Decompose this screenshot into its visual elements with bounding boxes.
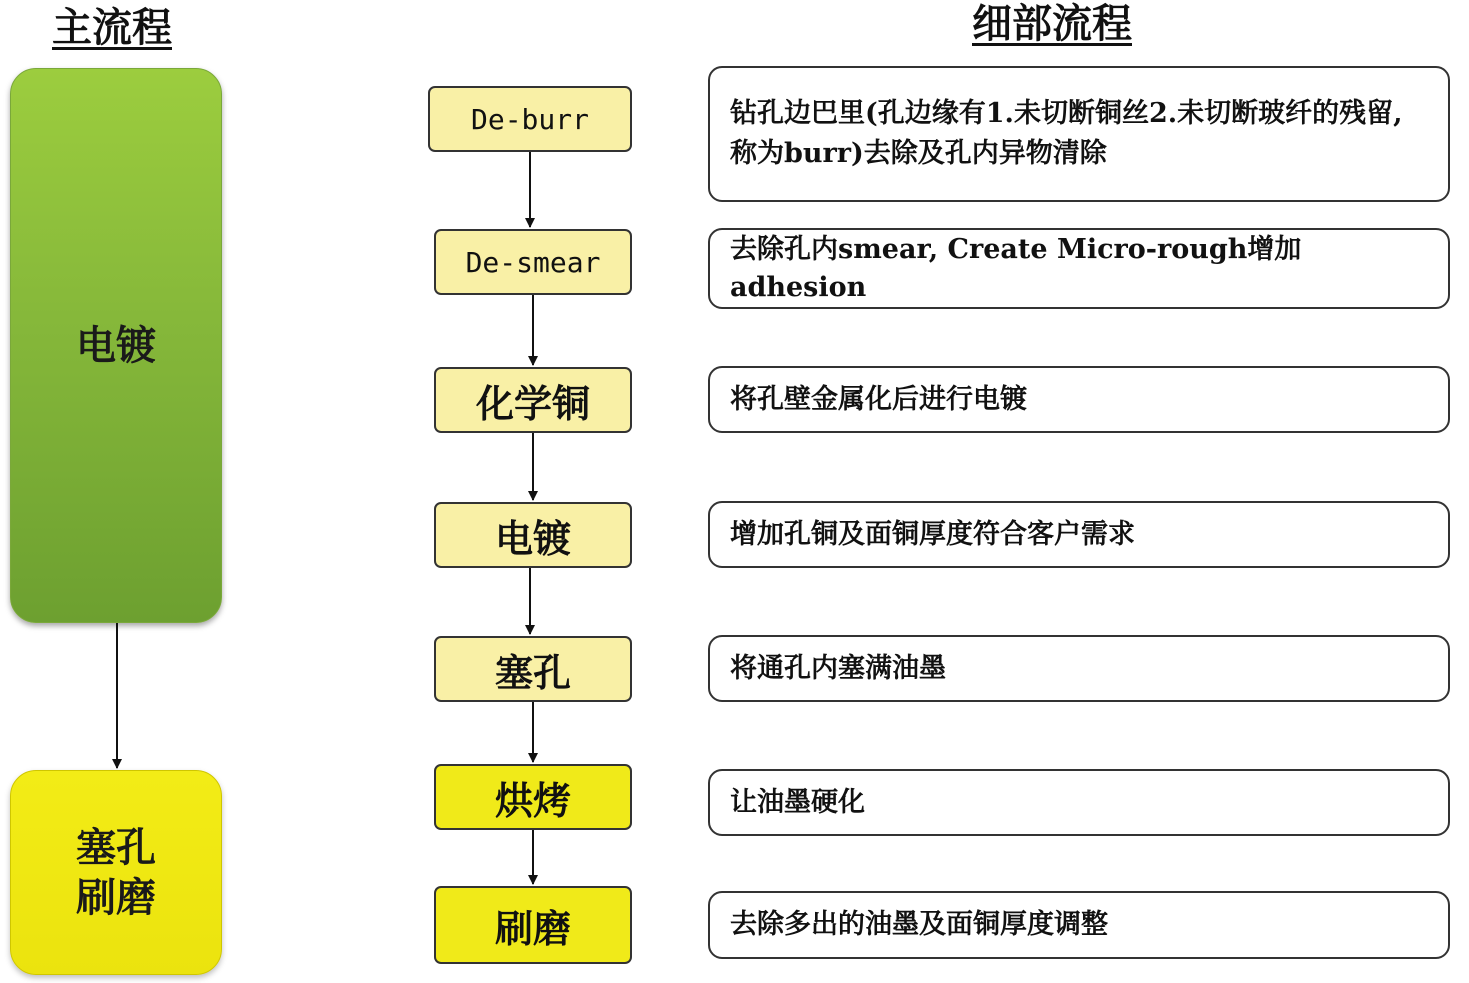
step-label: 烘烤 [494,777,571,823]
description-text: 将通孔内塞满油墨 [730,652,946,684]
step-label: De-burr [470,102,589,136]
main-step-label: 塞孔 刷磨 [76,823,156,921]
description-text: 去除多出的油墨及面铜厚度调整 [730,909,1108,940]
description-text: 让油墨硬化 [730,786,865,818]
detail-flow-heading: 细部流程 [972,0,1132,47]
description-text: 钻孔边巴里(孔边缘有1.未切断铜丝2.未切断玻纤的残留,称为burr)去除及孔内异物清除 [730,98,1403,169]
step-label: De-smear [465,245,601,279]
main-step-label: 电镀 [76,321,156,369]
main-flow-heading: 主流程 [52,4,172,51]
description-text: 增加孔铜及面铜厚度符合客户需求 [730,518,1135,550]
step-label: 化学铜 [475,380,590,426]
description-text: 将孔壁金属化后进行电镀 [730,383,1027,415]
step-label: 塞孔 [494,649,571,695]
step-label: 刷磨 [494,905,571,951]
description-text: 去除孔内smear, Create Micro-rough增加adhesion [730,233,1302,303]
step-label: 电镀 [494,515,571,561]
